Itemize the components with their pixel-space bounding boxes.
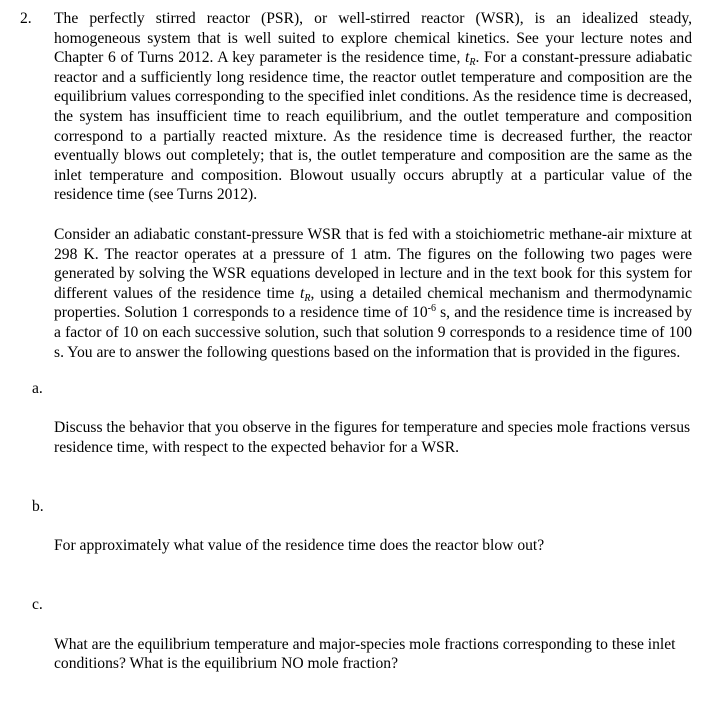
residence-time-symbol: $t_R$ <box>465 49 476 69</box>
residence-time-symbol-2: $t_R$ <box>300 284 311 304</box>
intro-text-2: . For a constant-pressure adiabatic reactor and a sufficiently long residence time, the reactor outlet temperature and composition are the equilibrium values corresponding to the specified inlet conditions. As the residence time is decreased, the system has insufficient time to reach equilibrium, and the outlet temperature and composition correspond to a partially reacted mixture. As the residence time is decreased further, the reactor eventually blows out completely; that is, the outlet temperature and composition are the same as the inlet temperature and composition. Blowout usually occurs abruptly at a particular value of the residence time (see Turns 2012). <box>54 49 692 204</box>
part-label: c. <box>32 596 43 614</box>
exponent: -6 <box>427 303 436 315</box>
part-text: For approximately what value of the residence time does the reactor blow out? <box>54 537 545 555</box>
consider-text-3: s, and the residence time is increased by a factor of 10 on each successive solution, such that solution 9 corresponds to a residence time of 100 s. You are to answer the following questions based on the information that is provided in the figures. <box>54 304 692 361</box>
part-text: Discuss the behavior that you observe in the figures for temperature and species mole fractions versus residence time, with respect to the expected behavior for a WSR. <box>54 419 691 456</box>
part-a <box>20 379 692 477</box>
problem-number: 2. <box>20 10 32 27</box>
question-parts <box>20 379 692 693</box>
part-text: What are the equilibrium temperature and major-species mole fractions corresponding to these inlet conditions? What is the equilibrium NO mole fraction? <box>54 635 676 673</box>
part-c <box>20 595 692 693</box>
problem-2 <box>20 9 692 713</box>
part-label: b. <box>32 498 44 516</box>
intro-paragraph <box>54 9 692 205</box>
consider-text-2: , using a detailed chemical mechanism and thermodynamic properties. Solution 1 corresponds to a residence time of 10 <box>54 284 692 322</box>
consider-paragraph <box>54 225 692 362</box>
intro-text-1: The perfectly stirred reactor (PSR), or well-stirred reactor (WSR), is an idealized steady, homogeneous system that is well suited to explore chemical kinetics. See your lecture notes and Chapter 6 of Turns 2012. A key parameter is the residence time, <box>54 10 692 67</box>
part-b <box>20 497 692 575</box>
part-label: a. <box>32 380 43 398</box>
consider-text-1: Consider an adiabatic constant-pressure WSR that is fed with a stoichiometric methane-air mixture at 298 K. The reactor operates at a pressure of 1 atm. The figures on the following two pages were generated by solving the WSR equations developed in lecture and in the text book for this system for different values of the residence time <box>54 225 692 302</box>
